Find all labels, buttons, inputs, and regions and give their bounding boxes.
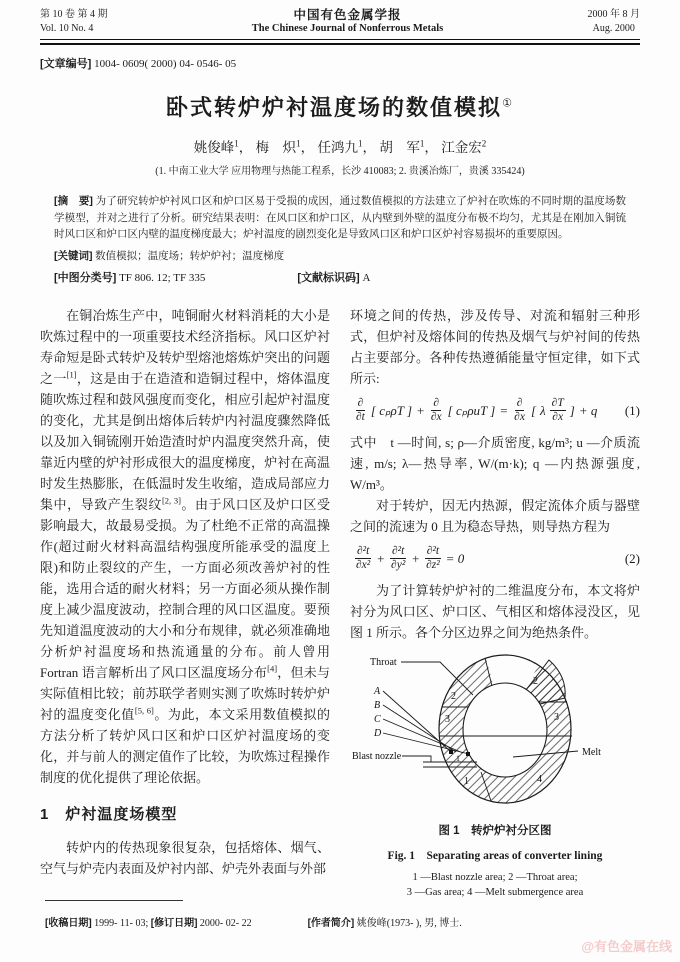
clc-number: [54, 269, 205, 285]
equation-number: (1): [624, 402, 640, 418]
figure-caption-cn: 图 1 转炉炉衬分区图: [438, 825, 552, 838]
citation-ref: [1]: [66, 369, 77, 380]
document-code-label: [文献标识码]: [297, 271, 360, 284]
citation-ref: [4]: [267, 663, 278, 674]
converter-lining-diagram: [350, 649, 640, 811]
fraction: $\frac{\text{∂²t}}{\text{∂z²}}$: [426, 544, 440, 572]
fraction: $\frac{\partial}{\partial t}$: [356, 396, 365, 423]
left-column: [40, 305, 330, 901]
melt-label: Melt: [582, 747, 601, 759]
article-number-value: 1004- 0609( 2000) 04- 0546- 05: [94, 58, 237, 70]
author: 姚俊峰$^1$，: [193, 138, 253, 155]
fraction: $\frac{\text{∂²t}}{\text{∂x²}}$: [356, 544, 371, 572]
author-line: [40, 136, 640, 156]
point-c-label: C: [374, 714, 381, 726]
abstract-label: [摘 要]: [54, 195, 93, 207]
region-2-label: 2: [533, 676, 538, 688]
right-column: [350, 305, 640, 901]
revised-date: 2000- 02- 22: [199, 918, 252, 929]
fraction: $\frac{\partial}{\partial x}$: [514, 396, 525, 423]
region-1-label: 1: [456, 754, 460, 764]
journal-name: [252, 8, 443, 36]
author-bio: 姚俊峰(1973- ), 男, 博士.: [356, 918, 462, 929]
footnote-line: [45, 914, 645, 929]
author: 任鸿九$^1$，: [317, 138, 376, 155]
received-date: 1999- 11- 03;: [94, 918, 149, 929]
equation-2: $\frac{\text{∂²t}}{\text{∂x²}}$ + $\frac{\text{∂²t}}{\text{∂y²}}$ + $\frac{\text{∂²t}}{\text{∂z²}}$ = 0 (2): [356, 544, 640, 572]
zoning-paragraph: 为了计算转炉炉衬的二维温度分布，本文将炉衬分为风口区、炉口区、气相区和熔体浸没区，见图 1 所示。各个分区边界之间为绝热条件。: [350, 583, 640, 641]
point-a-label: A: [374, 686, 381, 698]
clc-value: TF 806. 12; TF 335: [119, 271, 206, 284]
issue-cn: 第 10 卷 第 4 期: [40, 9, 108, 20]
classification-line: [54, 269, 626, 285]
author-bio-label: [作者简介]: [307, 918, 355, 929]
author: 梅 炽$^1$，: [255, 138, 315, 155]
figure-caption-en: Fig. 1 Separating areas of converter lining: [387, 850, 603, 863]
revised-date-label: [修订日期]: [150, 918, 198, 929]
paper-title-text: 卧式转炉炉衬温度场的数值模拟: [166, 95, 503, 120]
document-code-value: A: [362, 271, 371, 284]
article-number-label: [文章编号]: [40, 58, 92, 70]
abstract: [54, 193, 626, 244]
figure-1: [350, 649, 640, 817]
footnote-separator: [45, 900, 183, 901]
point-b-label: B: [374, 700, 381, 712]
keywords-line: [54, 248, 626, 263]
blast-nozzle-label: Blast nozzle: [352, 751, 402, 763]
received-date-label: [收稿日期]: [45, 918, 92, 929]
intro-paragraph: 在铜冶炼生产中，吨铜耐火材料消耗的大小是吹炼过程中的一项重要技术经济指标。风口区炉衬寿命短是卧式转炉及转炉型熔池熔炼炉突出的问题之一[1]，这是由于在造渣和造铜过程中，熔体温度随吹炼过程和鼓风强度而变化，相应引起炉衬温度的变化，尤其是倒出熔体后转炉内衬温度骤然降低以及加入铜锍刚开始造渣时炉内温度突然升高，使靠近内壁的炉衬形成很大的温度梯度，炉衬在高温时发生热膨胀，在低温时发生收缩，造成局部应力集中，导致产生裂纹[2, 3]。由于风口区及炉口区受影响最大，故最易受损。为了杜绝不正常的高温操作(超过耐火材料高温结构强度所能承受的温度上限)和防止裂纹的产生，一方面必须改善炉衬的性能，选用合适的耐火材料；另一方面必须从操作制度上减少温度波动，控制合理的风口区温度。要预先知道温度波动的大小和分布规律，就必须准确地分析炉衬温度场和热流通量的分布。前人曾用 Fortran 语言解析出了风口区温度场分布[4]，但未与实际值相比较；前苏联学者则实测了吹炼时转炉炉衬的温度变化值[5, 6]。为此，本文采用数值模拟的方法分析了转炉风口区和炉口区炉衬温度场的变化，并与前人的测定值作了比较，为吹炼过程操作制度的优化提供了理论依据。: [40, 307, 330, 785]
issue-date-cn: 2000 年 8 月: [587, 9, 640, 20]
point-d-label: D: [374, 728, 382, 740]
figure-1-caption: [350, 821, 640, 900]
header-double-rule: [40, 39, 640, 45]
issue-date-en: Aug. 2000: [592, 23, 635, 34]
author: 胡 军$^1$，: [379, 138, 438, 155]
region-4-label: 4: [537, 774, 542, 786]
section-1-heading: 1 炉衬温度场模型: [40, 805, 178, 823]
author: 江金宏$^2$: [441, 138, 487, 155]
citation-ref: [2, 3]: [161, 495, 181, 506]
region-3-label: 3: [554, 712, 559, 724]
body-columns: [40, 305, 640, 901]
fraction: $\frac{\partial T}{\partial x}$: [551, 396, 564, 423]
thermocouple-marker: [466, 752, 470, 756]
journal-header: [40, 8, 640, 36]
author-bio-note: [308, 914, 462, 929]
fraction: $\frac{\partial}{\partial x}$: [430, 396, 442, 423]
paper-title: [40, 91, 640, 122]
document-code: [297, 269, 370, 285]
abstract-text: 为了研究转炉炉衬风口区和炉口区易于受损的成因，通过数值模拟的方法建立了炉衬在吹炼的不同时期的温度场数学模型，并对之进行了分析。研究结果表明：在风口区和炉口区，从内壁到外壁的温度分布极不均匀，尤其是在刚加入铜锍时风口区和炉口区内壁的温度梯度最大；炉衬温度的剧烈变化是导致风口区和炉口区炉衬容易损坏的重要原因。: [54, 196, 627, 240]
keywords-label: [关键词]: [54, 249, 93, 262]
keywords-text: 数值模拟；温度场；转炉炉衬；温度梯度: [95, 250, 285, 262]
throat-label: Throat: [370, 657, 397, 669]
journal-name-en: The Chinese Journal of Nonferrous Metals: [251, 23, 444, 34]
issue-en: Vol. 10 No. 4: [40, 23, 94, 34]
issue-info: [40, 8, 108, 36]
region-2-label: 2: [451, 691, 456, 703]
thermocouple-marker: [449, 750, 453, 754]
clc-label: [中图分类号]: [54, 271, 117, 284]
equation-number: (2): [624, 551, 640, 567]
continuation-paragraph: 环境之间的传热，涉及传导、对流和辐射三种形式，但炉衬及熔体间的传热及烟气与炉衬间的传热占主要部分。各种传热遵循能量守恒定律，如下式所示:: [350, 307, 640, 386]
fraction: $\frac{\text{∂²t}}{\text{∂y²}}$: [391, 544, 406, 572]
journal-name-cn: 中国有色金属学报: [293, 8, 402, 22]
assumption-paragraph: 对于转炉，因无内热源，假定流体介质与器壁之间的流速为 0 且为稳态导热，则导热方程为: [350, 497, 640, 534]
article-number-line: [40, 55, 640, 71]
site-watermark: @有色金属在线: [581, 939, 672, 954]
citation-ref: [5, 6]: [134, 705, 154, 716]
title-footnote-marker: ①: [502, 97, 514, 110]
dates-note: [45, 914, 252, 929]
region-1-label: 1: [464, 776, 469, 788]
region-3-label: 3: [445, 714, 450, 726]
figure-legend: 1 —Blast nozzle area; 2 —Throat area; 3 —Gas area; 4 —Melt submergence area: [406, 872, 584, 899]
symbols-paragraph: 式中 t —时间, s; ρ—介质密度, kg/m³; u —介质流速, m/s; λ—热导率, W/(m·k); q —内热源强度, W/m³。: [350, 434, 640, 492]
affiliation-line: (1. 中南工业大学 应用物理与热能工程系，长沙 410083; 2. 贵溪冶炼厂，贵溪 335424): [155, 166, 525, 177]
section-1-paragraph: 转炉内的传热现象很复杂，包括熔体、烟气、空气与炉壳内表面及炉衬内部、炉壳外表面与外部: [40, 839, 330, 876]
issue-date: [588, 8, 641, 36]
equation-1: $\frac{\partial}{\partial t}$ [ cₚρT ] + $\frac{\partial}{\partial x}$ [ cₚρuT ] = $\frac{\partial}{\partial x}$ [ λ $\frac{\partial T}{\partial x}$ ] + q (1): [356, 396, 640, 423]
